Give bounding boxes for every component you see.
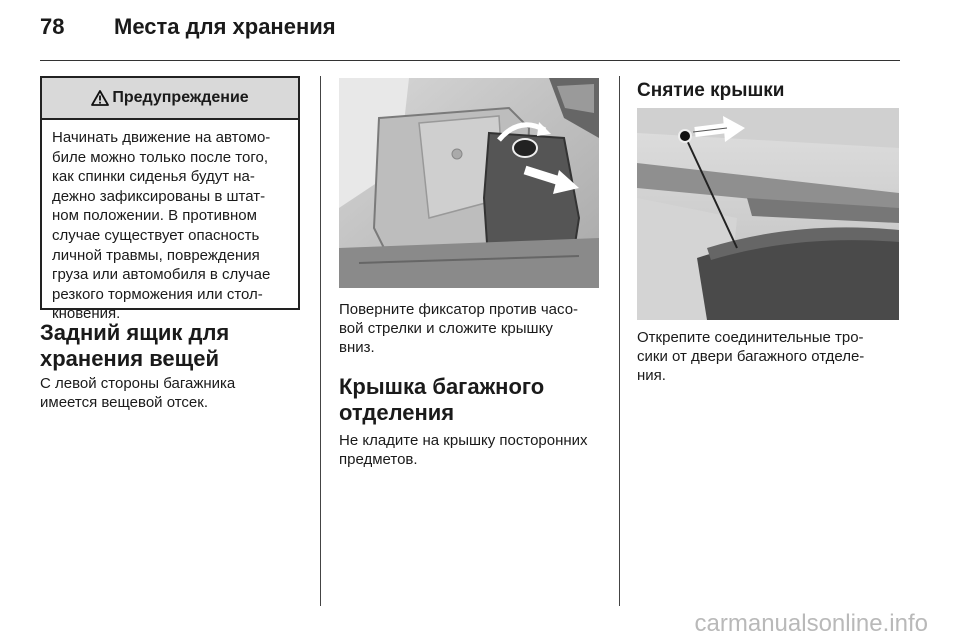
trunk-compartment-illustration <box>339 78 599 288</box>
warning-title: Предупреждение <box>112 89 249 106</box>
cargo-cover-photo <box>637 108 899 320</box>
warning-header <box>42 78 298 120</box>
warning-line: Начинать движение на автомо- <box>52 129 271 146</box>
cargo-cover-illustration <box>637 108 899 320</box>
text-line: предметов. <box>339 451 418 468</box>
warning-line: личной травмы, повреждения <box>52 246 260 264</box>
warning-line: как спинки сиденья будут на- <box>52 168 255 186</box>
heading-line: отделения <box>339 400 455 425</box>
caption-line: сики от двери багажного отделе- <box>637 348 865 365</box>
heading-line: Задний ящик для <box>40 320 230 345</box>
rear-storage-heading <box>40 320 229 372</box>
cargo-cover-heading <box>339 374 544 426</box>
warning-box <box>40 76 300 323</box>
caption-line: Поверните фиксатор против часо- <box>339 301 579 318</box>
column-divider-1 <box>320 76 321 606</box>
warning-line: кновения. <box>52 305 121 323</box>
warning-line: биле можно только после того, <box>52 148 268 166</box>
page-number: 78 <box>40 14 65 39</box>
text-line: имеется вещевой отсек. <box>40 394 209 411</box>
column-divider-2 <box>619 76 620 606</box>
warning-line: случае существует опасность <box>52 226 260 244</box>
remove-cover-heading: Снятие крышки <box>637 80 785 101</box>
section-title: Места для хранения <box>114 14 336 39</box>
trunk-compartment-photo <box>339 78 599 288</box>
warning-line: груза или автомобиля в случае <box>52 266 271 284</box>
rear-storage-text <box>40 374 235 412</box>
text-line: С левой стороны багажника <box>40 375 236 392</box>
text-line: Не кладите на крышку посторонних <box>339 432 588 449</box>
detach-cables-caption <box>637 328 864 385</box>
caption-line: ния. <box>637 367 666 384</box>
heading-line: Крышка багажного <box>339 374 545 399</box>
caption-line: вниз. <box>339 339 375 356</box>
heading-line: хранения вещей <box>40 346 219 371</box>
cargo-cover-text <box>339 431 588 469</box>
header-rule <box>40 60 900 61</box>
caption-line: Открепите соединительные тро- <box>637 329 864 346</box>
warning-line: дежно зафиксированы в штат- <box>52 187 266 205</box>
rotate-latch-caption <box>339 300 578 357</box>
warning-line: резкого торможения или стол- <box>52 285 263 303</box>
watermark: carmanualsonline.info <box>694 610 928 637</box>
warning-text <box>42 120 298 332</box>
warning-triangle-icon <box>91 90 109 106</box>
caption-line: вой стрелки и сложите крышку <box>339 320 553 337</box>
warning-line: ном положении. В противном <box>52 207 257 225</box>
